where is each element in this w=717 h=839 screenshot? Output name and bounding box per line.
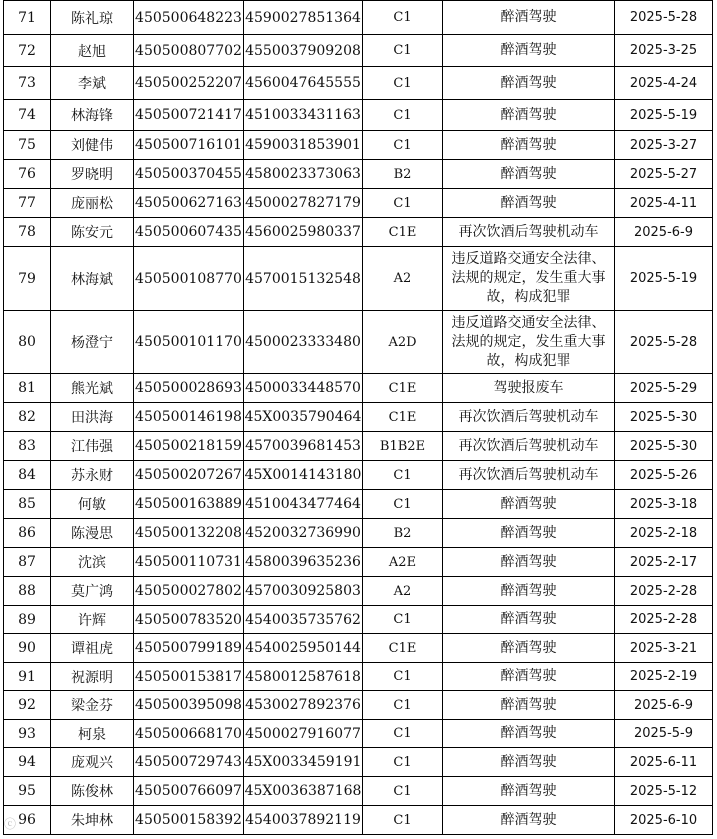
date-cell: 2025-6-11 xyxy=(615,748,713,777)
date-cell: 2025-3-21 xyxy=(615,634,713,663)
date-cell: 2025-5-28 xyxy=(615,1,713,35)
name-cell: 朱坤林 xyxy=(51,806,134,835)
file-number-cell: 4510043477464 xyxy=(244,490,363,519)
file-number-cell: 4590031853901 xyxy=(244,131,363,160)
license-class-cell: C1 xyxy=(363,490,443,519)
date-cell: 2025-3-18 xyxy=(615,490,713,519)
violation-cell: 醉酒驾驶 xyxy=(443,100,615,131)
id-number-cell: 450500721417 xyxy=(134,100,244,131)
file-number-cell: 4590027851364 xyxy=(244,1,363,35)
violation-cell: 醉酒驾驶 xyxy=(443,720,615,748)
table-row xyxy=(4,548,713,577)
id-number-cell: 450500799189 xyxy=(134,634,244,663)
row-number-cell: 77 xyxy=(4,189,51,218)
violation-cell: 醉酒驾驶 xyxy=(443,663,615,691)
id-number-cell: 450500395098 xyxy=(134,691,244,720)
date-cell: 2025-5-27 xyxy=(615,160,713,189)
file-number-cell: 4520032736990 xyxy=(244,519,363,548)
row-number-cell: 94 xyxy=(4,748,51,777)
table-row xyxy=(4,1,713,35)
id-number-cell: 450500668170 xyxy=(134,720,244,748)
name-cell: 庞丽松 xyxy=(51,189,134,218)
name-cell: 陈俊林 xyxy=(51,777,134,806)
date-cell: 2025-6-10 xyxy=(615,806,713,835)
name-cell: 江伟强 xyxy=(51,432,134,461)
name-cell: 陈礼琼 xyxy=(51,1,134,35)
table-row xyxy=(4,691,713,720)
license-class-cell: B2 xyxy=(363,160,443,189)
date-cell: 2025-2-28 xyxy=(615,606,713,634)
license-class-cell: C1 xyxy=(363,806,443,835)
row-number-cell: 78 xyxy=(4,218,51,247)
row-number-cell: 88 xyxy=(4,577,51,606)
row-number-cell: 71 xyxy=(4,1,51,35)
file-number-cell: 4570015132548 xyxy=(244,247,363,311)
date-cell: 2025-4-24 xyxy=(615,67,713,100)
date-cell: 2025-4-11 xyxy=(615,189,713,218)
file-number-cell: 4560025980337 xyxy=(244,218,363,247)
table-row xyxy=(4,663,713,691)
table-row xyxy=(4,490,713,519)
row-number-cell: 91 xyxy=(4,663,51,691)
name-cell: 刘健伟 xyxy=(51,131,134,160)
table-row xyxy=(4,160,713,189)
id-number-cell: 450500716101 xyxy=(134,131,244,160)
file-number-cell: 45X0036387168 xyxy=(244,777,363,806)
row-number-cell: 75 xyxy=(4,131,51,160)
table-row xyxy=(4,374,713,403)
id-number-cell: 450500163889 xyxy=(134,490,244,519)
name-cell: 林海锋 xyxy=(51,100,134,131)
license-class-cell: C1 xyxy=(363,189,443,218)
name-cell: 苏永财 xyxy=(51,461,134,490)
name-cell: 陈漫思 xyxy=(51,519,134,548)
row-number-cell: 73 xyxy=(4,67,51,100)
violation-cell: 醉酒驾驶 xyxy=(443,777,615,806)
file-number-cell: 4580023373063 xyxy=(244,160,363,189)
file-number-cell: 4500023333480 xyxy=(244,311,363,374)
id-number-cell: 450500108770 xyxy=(134,247,244,311)
table-row xyxy=(4,100,713,131)
date-cell: 2025-5-29 xyxy=(615,374,713,403)
table-row xyxy=(4,777,713,806)
license-class-cell: A2D xyxy=(363,311,443,374)
violation-cell: 醉酒驾驶 xyxy=(443,691,615,720)
table-row xyxy=(4,311,713,374)
table-row xyxy=(4,403,713,432)
name-cell: 柯泉 xyxy=(51,720,134,748)
table-row xyxy=(4,189,713,218)
table-row xyxy=(4,720,713,748)
date-cell: 2025-5-30 xyxy=(615,432,713,461)
license-class-cell: C1E xyxy=(363,218,443,247)
table-row xyxy=(4,519,713,548)
file-number-cell: 4560047645555 xyxy=(244,67,363,100)
name-cell: 许辉 xyxy=(51,606,134,634)
row-number-cell: 74 xyxy=(4,100,51,131)
id-number-cell: 450500132208 xyxy=(134,519,244,548)
license-class-cell: C1E xyxy=(363,403,443,432)
row-number-cell: 93 xyxy=(4,720,51,748)
violation-cell: 醉酒驾驶 xyxy=(443,634,615,663)
row-number-cell: 82 xyxy=(4,403,51,432)
name-cell: 赵旭 xyxy=(51,35,134,67)
id-number-cell: 450500027802 xyxy=(134,577,244,606)
name-cell: 祝源明 xyxy=(51,663,134,691)
id-number-cell: 450500218159 xyxy=(134,432,244,461)
name-cell: 谭祖虎 xyxy=(51,634,134,663)
name-cell: 林海斌 xyxy=(51,247,134,311)
id-number-cell: 450500101170 xyxy=(134,311,244,374)
violation-cell: 醉酒驾驶 xyxy=(443,67,615,100)
date-cell: 2025-2-18 xyxy=(615,519,713,548)
file-number-cell: 45X0035790464 xyxy=(244,403,363,432)
violation-cell: 违反道路交通安全法律、法规的规定，发生重大事故，构成犯罪 xyxy=(443,247,615,311)
table-row xyxy=(4,67,713,100)
license-class-cell: B1B2E xyxy=(363,432,443,461)
violation-cell: 再次饮酒后驾驶机动车 xyxy=(443,218,615,247)
row-number-cell: 79 xyxy=(4,247,51,311)
file-number-cell: 4510033431163 xyxy=(244,100,363,131)
row-number-cell: 86 xyxy=(4,519,51,548)
date-cell: 2025-2-28 xyxy=(615,577,713,606)
table-row xyxy=(4,432,713,461)
file-number-cell: 4570030925803 xyxy=(244,577,363,606)
violation-cell: 醉酒驾驶 xyxy=(443,490,615,519)
license-class-cell: C1 xyxy=(363,720,443,748)
license-class-cell: C1 xyxy=(363,691,443,720)
file-number-cell: 4580039635236 xyxy=(244,548,363,577)
row-number-cell: 80 xyxy=(4,311,51,374)
row-number-cell: 76 xyxy=(4,160,51,189)
license-class-cell: C1 xyxy=(363,606,443,634)
id-number-cell: 450500158392 xyxy=(134,806,244,835)
date-cell: 2025-5-19 xyxy=(615,100,713,131)
violation-cell: 醉酒驾驶 xyxy=(443,1,615,35)
license-class-cell: C1 xyxy=(363,67,443,100)
name-cell: 梁金芬 xyxy=(51,691,134,720)
file-number-cell: 4580012587618 xyxy=(244,663,363,691)
row-number-cell: 90 xyxy=(4,634,51,663)
id-number-cell: 450500627163 xyxy=(134,189,244,218)
row-number-cell: 87 xyxy=(4,548,51,577)
date-cell: 2025-5-19 xyxy=(615,247,713,311)
license-class-cell: A2E xyxy=(363,548,443,577)
violation-cell: 驾驶报废车 xyxy=(443,374,615,403)
license-class-cell: C1 xyxy=(363,461,443,490)
license-class-cell: C1 xyxy=(363,1,443,35)
row-number-cell: 85 xyxy=(4,490,51,519)
violation-cell: 再次饮酒后驾驶机动车 xyxy=(443,403,615,432)
name-cell: 李斌 xyxy=(51,67,134,100)
date-cell: 2025-5-12 xyxy=(615,777,713,806)
name-cell: 杨澄宁 xyxy=(51,311,134,374)
violation-cell: 醉酒驾驶 xyxy=(443,748,615,777)
table-row xyxy=(4,806,713,835)
license-class-cell: B2 xyxy=(363,519,443,548)
name-cell: 沈滨 xyxy=(51,548,134,577)
table-row xyxy=(4,748,713,777)
row-number-cell: 95 xyxy=(4,777,51,806)
date-cell: 2025-3-25 xyxy=(615,35,713,67)
violation-cell: 醉酒驾驶 xyxy=(443,160,615,189)
id-number-cell: 450500807702 xyxy=(134,35,244,67)
file-number-cell: 45X0014143180 xyxy=(244,461,363,490)
row-number-cell: 89 xyxy=(4,606,51,634)
id-number-cell: 450500729743 xyxy=(134,748,244,777)
violation-cell: 醉酒驾驶 xyxy=(443,577,615,606)
id-number-cell: 450500207267 xyxy=(134,461,244,490)
row-number-cell: 72 xyxy=(4,35,51,67)
id-number-cell: 450500783520 xyxy=(134,606,244,634)
table-row xyxy=(4,606,713,634)
file-number-cell: 4540035735762 xyxy=(244,606,363,634)
id-number-cell: 450500370455 xyxy=(134,160,244,189)
date-cell: 2025-5-9 xyxy=(615,720,713,748)
id-number-cell: 450500252207 xyxy=(134,67,244,100)
table-row xyxy=(4,131,713,160)
record-table xyxy=(3,0,713,835)
violation-cell: 醉酒驾驶 xyxy=(443,548,615,577)
date-cell: 2025-5-26 xyxy=(615,461,713,490)
date-cell: 2025-6-9 xyxy=(615,691,713,720)
row-number-cell: 84 xyxy=(4,461,51,490)
violation-cell: 违反道路交通安全法律、法规的规定，发生重大事故，构成犯罪 xyxy=(443,311,615,374)
date-cell: 2025-3-27 xyxy=(615,131,713,160)
file-number-cell: 4500033448570 xyxy=(244,374,363,403)
table-body xyxy=(4,1,713,835)
name-cell: 罗晓明 xyxy=(51,160,134,189)
violation-cell: 再次饮酒后驾驶机动车 xyxy=(443,432,615,461)
id-number-cell: 450500766097 xyxy=(134,777,244,806)
date-cell: 2025-5-30 xyxy=(615,403,713,432)
license-class-cell: C1 xyxy=(363,100,443,131)
file-number-cell: 4570039681453 xyxy=(244,432,363,461)
violation-cell: 再次饮酒后驾驶机动车 xyxy=(443,461,615,490)
file-number-cell: 4540037892119 xyxy=(244,806,363,835)
violation-cell: 醉酒驾驶 xyxy=(443,606,615,634)
row-number-cell: 83 xyxy=(4,432,51,461)
name-cell: 陈安元 xyxy=(51,218,134,247)
file-number-cell: 4550037909208 xyxy=(244,35,363,67)
watermark-logo: ⓒ xyxy=(4,817,17,831)
license-class-cell: A2 xyxy=(363,247,443,311)
name-cell: 田洪海 xyxy=(51,403,134,432)
id-number-cell: 450500146198 xyxy=(134,403,244,432)
table-row xyxy=(4,218,713,247)
id-number-cell: 450500153817 xyxy=(134,663,244,691)
date-cell: 2025-6-9 xyxy=(615,218,713,247)
row-number-cell: 96 xyxy=(4,806,51,835)
name-cell: 熊光斌 xyxy=(51,374,134,403)
license-class-cell: C1E xyxy=(363,374,443,403)
license-class-cell: C1E xyxy=(363,634,443,663)
license-class-cell: C1 xyxy=(363,777,443,806)
table-row xyxy=(4,35,713,67)
name-cell: 莫广鸿 xyxy=(51,577,134,606)
violation-cell: 醉酒驾驶 xyxy=(443,806,615,835)
license-class-cell: C1 xyxy=(363,131,443,160)
violation-cell: 醉酒驾驶 xyxy=(443,189,615,218)
license-class-cell: C1 xyxy=(363,748,443,777)
date-cell: 2025-2-19 xyxy=(615,663,713,691)
file-number-cell: 4540025950144 xyxy=(244,634,363,663)
table-row xyxy=(4,577,713,606)
id-number-cell: 450500607435 xyxy=(134,218,244,247)
table-row xyxy=(4,247,713,311)
date-cell: 2025-5-28 xyxy=(615,311,713,374)
id-number-cell: 450500110731 xyxy=(134,548,244,577)
violation-cell: 醉酒驾驶 xyxy=(443,131,615,160)
file-number-cell: 4530027892376 xyxy=(244,691,363,720)
id-number-cell: 450500028693 xyxy=(134,374,244,403)
license-class-cell: C1 xyxy=(363,663,443,691)
table-row xyxy=(4,461,713,490)
table-row xyxy=(4,634,713,663)
license-class-cell: A2 xyxy=(363,577,443,606)
row-number-cell: 81 xyxy=(4,374,51,403)
violation-cell: 醉酒驾驶 xyxy=(443,35,615,67)
violation-cell: 醉酒驾驶 xyxy=(443,519,615,548)
name-cell: 何敏 xyxy=(51,490,134,519)
id-number-cell: 450500648223 xyxy=(134,1,244,35)
file-number-cell: 45X0033459191 xyxy=(244,748,363,777)
date-cell: 2025-2-17 xyxy=(615,548,713,577)
file-number-cell: 4500027827179 xyxy=(244,189,363,218)
name-cell: 庞观兴 xyxy=(51,748,134,777)
file-number-cell: 4500027916077 xyxy=(244,720,363,748)
row-number-cell: 92 xyxy=(4,691,51,720)
license-class-cell: C1 xyxy=(363,35,443,67)
